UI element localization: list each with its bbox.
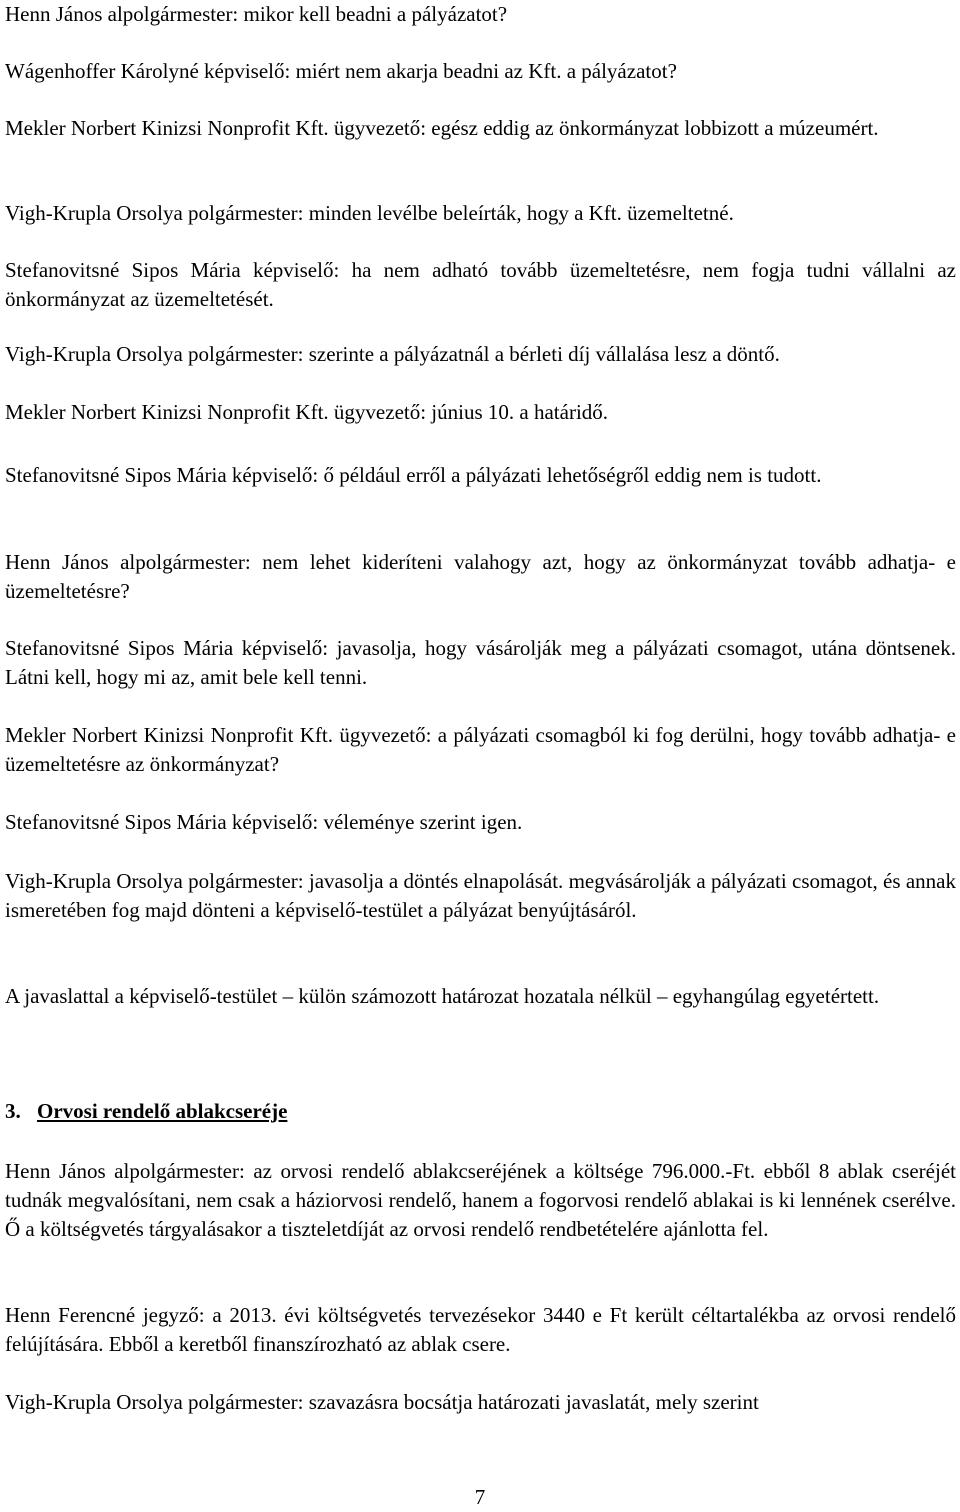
section-heading [5, 1097, 956, 1126]
section-number: 3. [5, 1099, 21, 1123]
paragraph-14: A javaslattal a képviselő-testület – külön számozott határozat hozatala nélkül – egyhangúlag egyetértett. [5, 984, 880, 1008]
paragraph-13: Vigh-Krupla Orsolya polgármester: javasolja a döntés elnapolását. megvásárolják a pályázati csomagot, és annak ismeretében fog majd dönteni a képviselő-testület a pályázat benyújtásáról. [5, 869, 956, 922]
section-paragraph-3: Vigh-Krupla Orsolya polgármester: szavazásra bocsátja határozati javaslatát, mely szerint [5, 1390, 759, 1414]
paragraph-7: Mekler Norbert Kinizsi Nonprofit Kft. ügyvezető: június 10. a határidő. [5, 400, 609, 424]
paragraph-9: Henn János alpolgármester: nem lehet kideríteni valahogy azt, hogy az önkormányzat tovább adhatja- e üzemeltetésre? [5, 550, 956, 603]
paragraph-6: Vigh-Krupla Orsolya polgármester: szerinte a pályázatnál a bérleti díj vállalása lesz a döntő. [5, 342, 780, 366]
paragraph-12: Stefanovitsné Sipos Mária képviselő: véleménye szerint igen. [5, 810, 523, 834]
paragraph-5: Stefanovitsné Sipos Mária képviselő: ha nem adható tovább üzemeltetésre, nem fogja tudni vállalni az önkormányzat az üzemeltetését. [5, 258, 956, 311]
paragraph-10: Stefanovitsné Sipos Mária képviselő: javasolja, hogy vásárolják meg a pályázati csomagot, utána döntsenek. Látni kell, hogy mi az, amit bele kell tenni. [5, 636, 956, 689]
section-paragraph-1: Henn János alpolgármester: az orvosi rendelő ablakcseréjének a költsége 796.000.-Ft. ebből 8 ablak cseréjét tudnák megvalósítani, nem csak a háziorvosi rendelő, hanem a fogorvosi rendelő ablakai is ki lennének cserélve. Ő a költségvetés tárgyalásakor a tiszteletdíját az orvosi rendelő rendbetételére ajánlotta fel. [5, 1159, 956, 1241]
paragraph-8: Stefanovitsné Sipos Mária képviselő: ő például erről a pályázati lehetőségről eddig nem is tudott. [5, 463, 822, 487]
section-paragraph-2: Henn Ferencné jegyző: a 2013. évi költségvetés tervezésekor 3440 e Ft került céltartalékba az orvosi rendelő felújítására. Ebből a keretből finanszírozható az ablak csere. [5, 1303, 956, 1356]
paragraph-1: Henn János alpolgármester: mikor kell beadni a pályázatot? [5, 2, 508, 26]
paragraph-4: Vigh-Krupla Orsolya polgármester: minden levélbe beleírták, hogy a Kft. üzemeltetné. [5, 201, 734, 225]
section-title: Orvosi rendelő ablakcseréje [37, 1099, 288, 1123]
page-number: 7 [474, 1485, 486, 1509]
paragraph-2: Wágenhoffer Károlyné képviselő: miért nem akarja beadni az Kft. a pályázatot? [5, 59, 677, 83]
paragraph-11: Mekler Norbert Kinizsi Nonprofit Kft. ügyvezető: a pályázati csomagból ki fog derülni, hogy tovább adhatja- e üzemeltetésre az önkormányzat? [5, 723, 956, 776]
paragraph-3: Mekler Norbert Kinizsi Nonprofit Kft. ügyvezető: egész eddig az önkormányzat lobbizott a múzeumért. [5, 116, 879, 140]
